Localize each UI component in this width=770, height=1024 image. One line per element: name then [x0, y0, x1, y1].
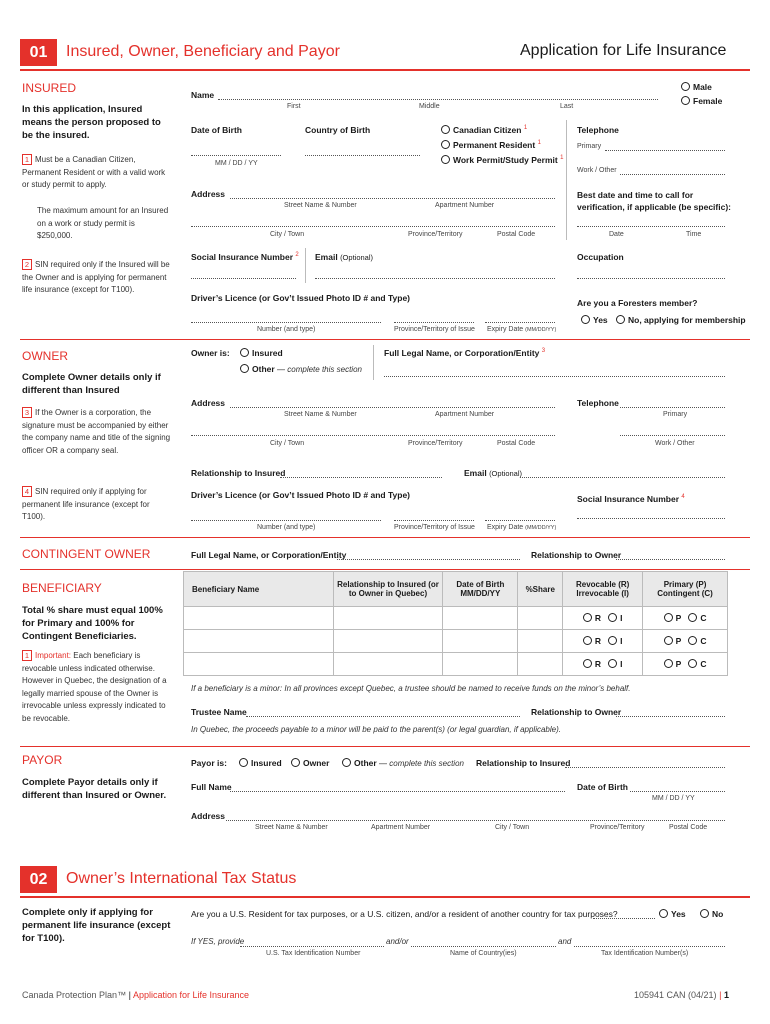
payor-dob-field[interactable]	[630, 791, 725, 792]
primary-contingent-cell	[643, 630, 728, 653]
trustee-name-label: Trustee Name	[191, 707, 247, 717]
radio-circle-icon	[659, 909, 668, 918]
tax-yes-option[interactable]	[659, 909, 686, 919]
owner-telephone-primary-field[interactable]	[620, 407, 725, 408]
payor-is-label: Payor is:	[191, 758, 227, 768]
tax-no-option[interactable]	[700, 909, 723, 919]
radio-circle-icon	[583, 613, 592, 622]
owner-drivers-licence-label: Driver’s Licence (or Gov’t Issued Photo ID # and Type)	[191, 490, 411, 500]
option-label: C	[700, 659, 707, 669]
dob-field[interactable]	[191, 155, 281, 156]
payor-relationship-field[interactable]	[565, 767, 725, 768]
option-label: P	[675, 613, 682, 623]
payor-dob-format-hint: MM / DD / YY	[652, 795, 695, 802]
us-tin-field[interactable]	[240, 946, 384, 947]
column-divider	[566, 120, 567, 240]
footer-separator: |	[128, 990, 131, 1000]
country-field[interactable]	[411, 946, 556, 947]
note-text: SIN required only if applying for permanent life insurance (except for T100).	[22, 487, 150, 521]
middle-name-hint: Middle	[419, 103, 440, 110]
address-label: Address	[191, 189, 226, 199]
option-label: Insured	[252, 348, 283, 358]
minor-notice: If a beneficiary is a minor: In all provinces except Quebec, a trustee should be named to receive funds on the minor’s behalf.	[191, 684, 631, 693]
footnote-ref: 2	[295, 252, 299, 258]
col-date-of-birth: Date of Birth MM/DD/YY	[443, 572, 518, 607]
section-divider	[20, 746, 750, 747]
city-hint: City / Town	[270, 231, 305, 238]
female-option[interactable]	[681, 96, 722, 106]
relationship-cell[interactable]	[333, 630, 443, 653]
foresters-no-option[interactable]	[616, 315, 746, 325]
name-label: Name	[191, 90, 215, 100]
street-hint: Street Name & Number	[255, 824, 328, 831]
dob-cell[interactable]	[443, 607, 518, 630]
radio-circle-icon	[441, 125, 450, 134]
and-or-label: and/or	[386, 937, 409, 946]
payor-address-label: Address	[191, 811, 226, 821]
street-hint: Street Name & Number	[284, 411, 357, 418]
contingent-owner-heading: CONTINGENT OWNER	[22, 547, 151, 561]
radio-circle-icon	[664, 636, 673, 645]
country-of-birth-label: Country of Birth	[305, 125, 371, 135]
last-name-hint: Last	[560, 103, 574, 110]
insured-note-1	[22, 154, 172, 192]
postal-code-hint: Postal Code	[497, 231, 536, 238]
option-label: Other	[354, 758, 377, 768]
note-marker: 4	[22, 486, 32, 497]
quebec-notice: In Quebec, the proceeds payable to a minor will be paid to the parent(s) (or legal guardian, if applicable).	[191, 725, 561, 734]
apartment-hint: Apartment Number	[371, 824, 431, 831]
footnote-ref: 3	[541, 348, 546, 354]
radio-circle-icon	[441, 155, 450, 164]
share-cell[interactable]	[518, 653, 563, 676]
irrevocable-option[interactable]	[608, 659, 622, 669]
col-primary-contingent: Primary (P) Contingent (C)	[643, 572, 728, 607]
owner-full-legal-label	[384, 348, 545, 358]
radio-circle-icon	[441, 140, 450, 149]
country-hint: Name of Country(ies)	[450, 950, 517, 957]
irrevocable-option[interactable]	[608, 636, 622, 646]
trustee-name-field[interactable]	[246, 716, 520, 717]
foresters-yes-option[interactable]	[581, 315, 608, 325]
revocable-cell	[563, 630, 643, 653]
contingent-full-legal-field[interactable]	[337, 559, 520, 560]
postal-code-hint: Postal Code	[497, 440, 536, 447]
owner-is-label: Owner is:	[191, 348, 230, 358]
primary-contingent-cell	[643, 653, 728, 676]
owner-licence-number-field[interactable]	[191, 520, 381, 521]
option-label: C	[700, 636, 707, 646]
radio-circle-icon	[240, 348, 249, 357]
postal-code-hint: Postal Code	[669, 824, 708, 831]
payor-dob-label: Date of Birth	[577, 782, 628, 792]
city-hint: City / Town	[270, 440, 305, 447]
owner-telephone-work-field[interactable]	[620, 435, 725, 436]
option-label: Other	[252, 364, 275, 374]
option-label: Yes	[671, 909, 686, 919]
best-time-field[interactable]	[577, 226, 725, 227]
sin-field[interactable]	[191, 278, 296, 279]
label-text: Social Insurance Number	[577, 494, 680, 504]
telephone-primary-hint: Primary	[577, 143, 602, 150]
column-divider	[305, 248, 306, 283]
note-text: Must be a Canadian Citizen, Permanent Resident or with a valid work or study permit to apply.	[22, 155, 166, 189]
note-marker: 1	[22, 154, 32, 165]
licence-province-field[interactable]	[394, 322, 474, 323]
sin-label	[191, 252, 299, 262]
province-hint: Province/Territory	[408, 231, 463, 238]
dob-cell[interactable]	[443, 630, 518, 653]
footnote-ref: 4	[681, 494, 685, 500]
first-name-hint: First	[287, 103, 301, 110]
revocable-cell	[563, 653, 643, 676]
expiry-hint	[487, 326, 556, 333]
section-divider	[20, 537, 750, 538]
street-hint: Street Name & Number	[284, 202, 357, 209]
contingent-relationship-field[interactable]	[616, 559, 725, 560]
radio-circle-icon	[608, 659, 617, 668]
label-text: Email	[315, 252, 338, 262]
option-label: Permanent Resident	[453, 140, 536, 150]
option-label: I	[620, 636, 623, 646]
foresters-member-label: Are you a Foresters member?	[577, 298, 698, 308]
work-permit-option[interactable]	[441, 155, 563, 165]
relationship-cell[interactable]	[333, 653, 443, 676]
owner-address-label: Address	[191, 398, 226, 408]
tax-question: Are you a U.S. Resident for tax purposes, or a U.S. citizen, and/or a resident of another country for tax purposes?	[191, 909, 618, 919]
option-label: C	[700, 613, 707, 623]
note-text: SIN required only if the Insured will be the Owner and is applying for permanent life insurance (except for T100).	[22, 260, 170, 294]
licence-number-field[interactable]	[191, 322, 381, 323]
beneficiary-table	[183, 571, 728, 676]
payor-owner-option[interactable]	[291, 758, 329, 768]
hint-text: Expiry Date	[487, 524, 524, 531]
contingent-relationship-label: Relationship to Owner	[531, 550, 622, 560]
foreign-tin-field[interactable]	[574, 946, 725, 947]
note-marker: 3	[22, 407, 32, 418]
dob-label: Date of Birth	[191, 125, 242, 135]
form-code: 105941 CAN (04/21)	[634, 990, 717, 1000]
time-hint: Time	[686, 231, 702, 238]
radio-circle-icon	[583, 636, 592, 645]
option-label: P	[675, 659, 682, 669]
payor-address-field[interactable]	[226, 820, 725, 821]
trustee-relationship-label: Relationship to Owner	[531, 707, 622, 717]
contingent-option[interactable]	[688, 613, 706, 623]
footer-brand: Canada Protection Plan™	[22, 990, 127, 1000]
province-issue-hint: Province/Territory of Issue	[394, 524, 475, 531]
dob-format-hint: MM / DD / YY	[215, 160, 258, 167]
name-field[interactable]	[218, 99, 658, 100]
tax-description: Complete only if applying for permanent life insurance (except for T100).	[22, 907, 171, 944]
option-label: Insured	[251, 758, 282, 768]
option-hint: — complete this section	[379, 759, 464, 768]
payor-relationship-label: Relationship to Insured	[476, 758, 571, 768]
number-type-hint: Number (and type)	[257, 524, 316, 531]
radio-circle-icon	[608, 636, 617, 645]
col-share: %Share	[518, 572, 563, 607]
radio-circle-icon	[681, 82, 690, 91]
owner-email-field[interactable]	[520, 477, 725, 478]
insured-heading: INSURED	[22, 81, 77, 95]
radio-circle-icon	[688, 613, 697, 622]
owner-note-3	[22, 407, 172, 457]
section-divider	[20, 339, 750, 340]
expiry-format: (MM/DD/YY)	[525, 327, 557, 333]
canadian-citizen-option[interactable]	[441, 125, 527, 135]
occupation-field[interactable]	[577, 278, 725, 279]
primary-option[interactable]	[664, 613, 682, 623]
column-divider	[373, 345, 374, 380]
label-text: Email	[464, 468, 487, 478]
payor-full-name-label: Full Name	[191, 782, 232, 792]
radio-circle-icon	[291, 758, 300, 767]
primary-option[interactable]	[664, 659, 682, 669]
revocable-cell	[563, 607, 643, 630]
footer-app-name: Application for Life Insurance	[132, 990, 250, 1000]
page-number: 1	[723, 990, 729, 1000]
beneficiary-heading: BENEFICIARY	[22, 581, 102, 595]
radio-circle-icon	[664, 659, 673, 668]
owner-relationship-label: Relationship to Insured	[191, 468, 286, 478]
table-header-row	[184, 572, 728, 607]
contingent-option[interactable]	[688, 636, 706, 646]
country-of-birth-field[interactable]	[305, 155, 420, 156]
share-cell[interactable]	[518, 630, 563, 653]
option-label: Yes	[593, 315, 608, 325]
footnote-ref: 1	[537, 140, 541, 146]
number-type-hint: Number (and type)	[257, 326, 316, 333]
radio-circle-icon	[688, 636, 697, 645]
insured-description: In this application, Insured means the person proposed to be the insured.	[22, 104, 161, 141]
optional-hint: (Optional)	[489, 469, 522, 478]
option-label: Owner	[303, 758, 330, 768]
option-label: Work Permit/Study Permit	[453, 155, 558, 165]
optional-hint: (Optional)	[340, 253, 373, 262]
revocable-option[interactable]	[583, 636, 601, 646]
telephone-label: Telephone	[577, 125, 619, 135]
radio-circle-icon	[688, 659, 697, 668]
primary-contingent-cell	[643, 607, 728, 630]
payor-description: Complete Payor details only if different than Insured or Owner.	[22, 777, 167, 801]
insured-note-2	[22, 259, 172, 297]
email-label	[315, 252, 373, 262]
telephone-primary-field[interactable]	[605, 150, 725, 151]
owner-note-4	[22, 486, 172, 524]
relationship-cell[interactable]	[333, 607, 443, 630]
city-hint: City / Town	[495, 824, 530, 831]
important-label: Important:	[35, 651, 72, 660]
footer-right	[634, 990, 729, 1000]
radio-circle-icon	[616, 315, 625, 324]
trustee-relationship-field[interactable]	[616, 716, 725, 717]
owner-relationship-field[interactable]	[280, 477, 442, 478]
dob-cell[interactable]	[443, 653, 518, 676]
footnote-ref: 1	[523, 125, 528, 131]
male-option[interactable]	[681, 82, 712, 92]
revocable-option[interactable]	[583, 613, 601, 623]
contingent-option[interactable]	[688, 659, 706, 669]
footer-left	[22, 990, 249, 1000]
revocable-option[interactable]	[583, 659, 601, 669]
payor-other-option[interactable]	[342, 758, 464, 768]
expiry-hint	[487, 524, 556, 531]
footer-separator: |	[719, 990, 722, 1000]
label-text: Full Legal Name, or Corporation/Entity	[384, 348, 540, 358]
primary-option[interactable]	[664, 636, 682, 646]
option-hint: — complete this section	[277, 365, 362, 374]
document-title: Application for Life Insurance	[520, 42, 727, 59]
owner-licence-expiry-field[interactable]	[485, 520, 555, 521]
option-label: P	[675, 636, 682, 646]
owner-description: Complete Owner details only if different than Insured	[22, 372, 161, 396]
date-hint: Date	[609, 231, 624, 238]
payor-full-name-field[interactable]	[230, 791, 565, 792]
note-marker: 1	[22, 650, 32, 661]
radio-circle-icon	[583, 659, 592, 668]
option-label: No	[712, 909, 724, 919]
if-yes-label: If YES, provide	[191, 937, 245, 946]
table-row	[184, 653, 728, 676]
radio-circle-icon	[240, 364, 249, 373]
province-hint: Province/Territory	[408, 440, 463, 447]
telephone-work-field[interactable]	[620, 174, 725, 175]
beneficiary-name-cell[interactable]	[184, 607, 334, 630]
radio-circle-icon	[608, 613, 617, 622]
beneficiary-name-cell[interactable]	[184, 630, 334, 653]
option-label: R	[594, 659, 601, 669]
owner-address-city-field[interactable]	[191, 435, 555, 436]
beneficiary-description: Total % share must equal 100% for Primary and 100% for Contingent Beneficiaries.	[22, 605, 163, 642]
owner-address-street-field[interactable]	[230, 407, 555, 408]
option-label: R	[594, 636, 601, 646]
note-text: If the Owner is a corporation, the signature must be accompanied by either the company name and title of the signing officer OR a company seal.	[22, 408, 171, 455]
owner-email-label	[464, 468, 522, 478]
section-number-01: 01	[20, 39, 57, 66]
option-label: Female	[693, 96, 723, 106]
tax-question-leader	[593, 918, 655, 919]
footnote-ref: 1	[560, 155, 564, 161]
beneficiary-name-cell[interactable]	[184, 653, 334, 676]
beneficiary-note-1	[22, 650, 172, 725]
us-tin-hint: U.S. Tax Identification Number	[266, 950, 361, 957]
radio-circle-icon	[342, 758, 351, 767]
owner-telephone-label: Telephone	[577, 398, 619, 408]
telephone-work-hint: Work / Other	[577, 167, 617, 174]
owner-sin-label	[577, 494, 685, 504]
payor-insured-option[interactable]	[239, 758, 282, 768]
section-title-01: Insured, Owner, Beneficiary and Payor	[66, 43, 340, 60]
expiry-format: (MM/DD/YY)	[525, 525, 557, 531]
table-row	[184, 630, 728, 653]
and-label: and	[558, 937, 572, 946]
address-city-field[interactable]	[191, 226, 555, 227]
tin-hint: Tax Identification Number(s)	[601, 950, 689, 957]
option-label: Canadian Citizen	[453, 125, 522, 135]
share-cell[interactable]	[518, 607, 563, 630]
note-text: Each beneficiary is revocable unless indicated otherwise. However in Quebec, the designation of a legally married spouse of the Owner is irrevocable unless expressly indicated to be revocable.	[22, 651, 167, 723]
telephone-primary-hint: Primary	[663, 411, 688, 418]
irrevocable-option[interactable]	[608, 613, 622, 623]
radio-circle-icon	[700, 909, 709, 918]
licence-expiry-field[interactable]	[485, 322, 555, 323]
note-marker: 2	[22, 259, 32, 270]
table-row	[184, 607, 728, 630]
section-title-02: Owner’s International Tax Status	[66, 870, 297, 887]
email-field[interactable]	[315, 278, 555, 279]
province-hint: Province/Territory	[590, 824, 645, 831]
owner-insured-option[interactable]	[240, 348, 283, 358]
col-revocable: Revocable (R) Irrevocable (I)	[563, 572, 643, 607]
permanent-resident-option[interactable]	[441, 140, 541, 150]
section-divider	[20, 896, 750, 898]
apartment-hint: Apartment Number	[435, 202, 495, 209]
province-issue-hint: Province/Territory of Issue	[394, 326, 475, 333]
radio-circle-icon	[681, 96, 690, 105]
drivers-licence-label: Driver’s Licence (or Gov’t Issued Photo ID # and Type)	[191, 293, 411, 303]
hint-text: Expiry Date	[487, 326, 524, 333]
address-street-field[interactable]	[230, 198, 555, 199]
col-beneficiary-name: Beneficiary Name	[184, 572, 334, 607]
contingent-full-legal-label: Full Legal Name, or Corporation/Entity	[191, 550, 347, 560]
label-text: Social Insurance Number	[191, 252, 294, 262]
insured-note-1b: The maximum amount for an Insured on a work or study permit is $250,000.	[37, 206, 169, 240]
radio-circle-icon	[581, 315, 590, 324]
option-label: R	[594, 613, 601, 623]
owner-other-option[interactable]	[240, 364, 362, 374]
option-label: I	[620, 613, 623, 623]
payor-heading: PAYOR	[22, 753, 63, 767]
section-number-02: 02	[20, 866, 57, 893]
option-label: I	[620, 659, 623, 669]
option-label: No, applying for membership	[628, 315, 746, 325]
section-divider	[20, 69, 750, 71]
owner-sin-field[interactable]	[577, 518, 725, 519]
owner-heading: OWNER	[22, 349, 68, 363]
apartment-hint: Apartment Number	[435, 411, 495, 418]
option-label: Male	[693, 82, 712, 92]
radio-circle-icon	[664, 613, 673, 622]
radio-circle-icon	[239, 758, 248, 767]
telephone-work-hint: Work / Other	[655, 440, 695, 447]
owner-full-legal-field[interactable]	[384, 376, 725, 377]
owner-licence-province-field[interactable]	[394, 520, 474, 521]
best-time-label: Best date and time to call for verification, if applicable (be specific):	[577, 190, 731, 212]
section-divider	[20, 569, 750, 570]
col-relationship: Relationship to Insured (or to Owner in Quebec)	[333, 572, 443, 607]
occupation-label: Occupation	[577, 252, 624, 262]
